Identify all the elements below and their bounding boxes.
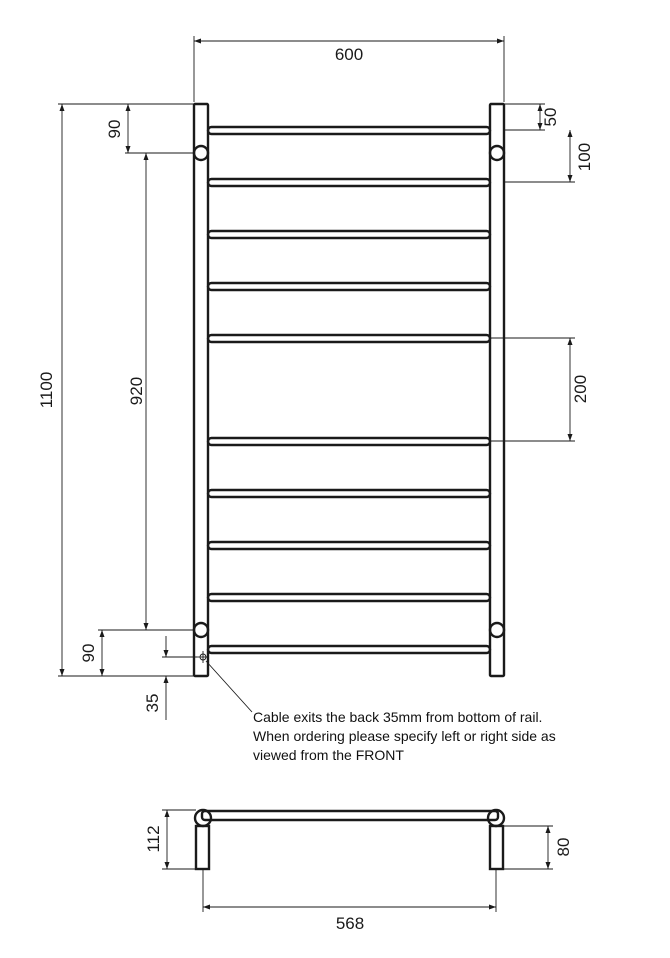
dim-top-mount-offset: 90 (105, 119, 124, 139)
dim-overall-width: 600 (334, 45, 364, 64)
rail (208, 490, 490, 497)
dim-rail-pitch: 100 (575, 142, 594, 172)
front-view (194, 104, 504, 676)
side-view (195, 810, 504, 869)
rail (208, 594, 490, 601)
dim-overall-height: 1100 (37, 371, 56, 409)
mount-bracket-bottom-left (194, 623, 208, 637)
side-left-leg (196, 826, 209, 869)
rail (208, 283, 490, 290)
mount-bracket-bottom-right (490, 623, 504, 637)
rail (208, 335, 490, 342)
note-line: When ordering please specify left or right side as (253, 728, 556, 744)
dim-mount-spacing: 920 (127, 376, 146, 406)
rail (208, 127, 490, 134)
cable-exit-note (253, 708, 556, 765)
rail (208, 179, 490, 186)
rail (208, 438, 490, 445)
dim-side-depth-inner: 80 (554, 837, 573, 857)
note-line: Cable exits the back 35mm from bottom of rail. (253, 709, 543, 725)
dim-wide-gap: 200 (571, 374, 590, 404)
dim-side-depth: 112 (144, 825, 163, 853)
rail (208, 646, 490, 653)
mount-bracket-top-right (490, 146, 504, 160)
rails (208, 127, 490, 653)
note-line: viewed from the FRONT (253, 747, 404, 763)
side-right-leg (490, 826, 503, 869)
mount-bracket-top-left (194, 146, 208, 160)
left-post (194, 104, 208, 676)
side-top-bar (202, 811, 498, 820)
dim-side-width: 568 (335, 914, 365, 933)
dim-cable-exit: 35 (143, 693, 162, 713)
dim-top-gap: 50 (541, 107, 560, 127)
rail (208, 231, 490, 238)
right-post (490, 104, 504, 676)
dim-bottom-mount-offset: 90 (79, 643, 98, 663)
rail (208, 542, 490, 549)
